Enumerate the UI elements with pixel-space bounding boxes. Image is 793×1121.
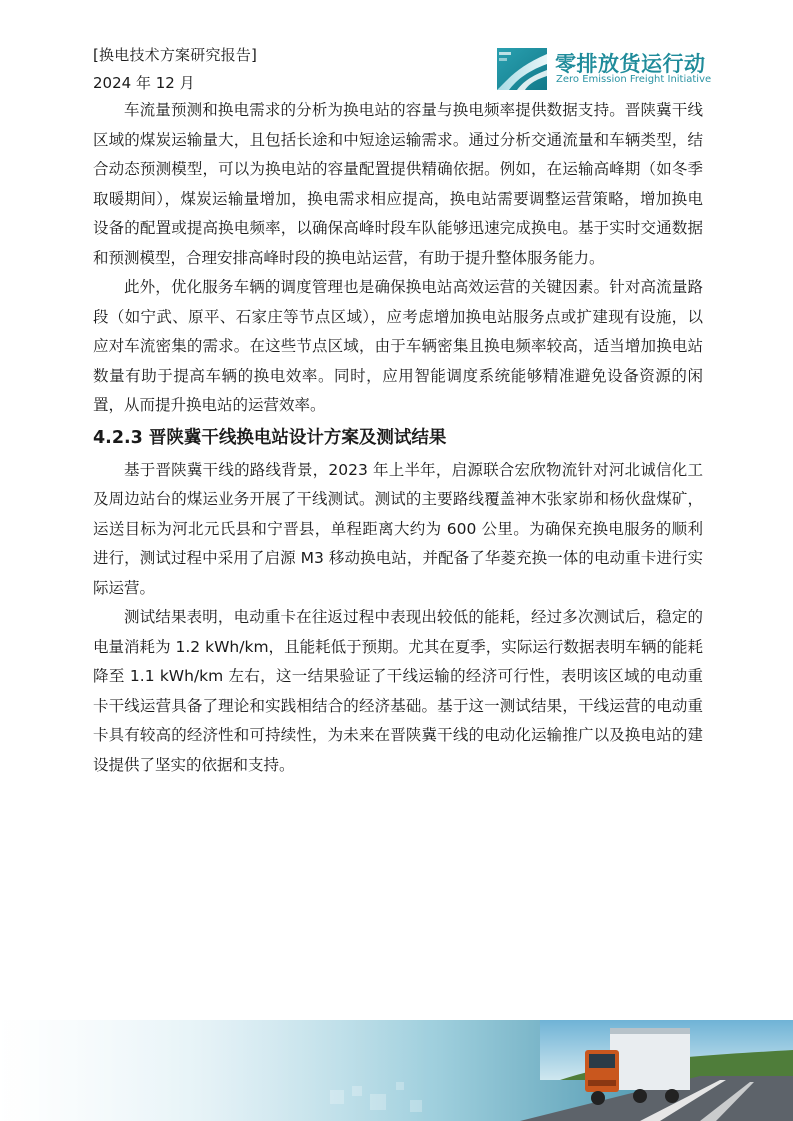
body-paragraph: 测试结果表明，电动重卡在往返过程中表现出较低的能耗，经过多次测试后，稳定的电量消耗为 1.2 kWh/km，且能耗低于预期。尤其在夏季，实际运行数据表明车辆的能耗降至 1.1 kWh/km 左右，这一结果验证了干线运输的经济可行性，表明该区域的电动重卡干线运营具备了理论和实践相结合的经济基础。基于这一测试结果，干线运营的电动重卡具有较高的经济性和可持续性，为未来在晋陕冀干线的电动化运输推广以及换电站的建设提供了坚实的依据和支持。	[93, 608, 703, 774]
body-paragraph: 此外，优化服务车辆的调度管理也是确保换电站高效运营的关键因素。针对高流量路段（如宁武、原平、石家庄等节点区域），应考虑增加换电站服务点或扩建现有设施，以应对车流密集的需求。在这些节点区域，由于车辆密集且换电频率较高，适当增加换电站数量有助于提高车辆的换电效率。同时，应用智能调度系统能够精准避免设备资源的闲置，从而提升换电站的运营效率。	[93, 278, 703, 414]
zero-emission-road-swoosh-icon	[497, 48, 547, 90]
body-paragraph: 车流量预测和换电需求的分析为换电站的容量与换电频率提供数据支持。晋陕冀干线区域的煤炭运输量大，且包括长途和中短途运输需求。通过分析交通流量和车辆类型，结合动态预测模型，可以为换电站的容量配置提供精确依据。例如，在运输高峰期（如冬季取暖期间），煤炭运输量增加，换电需求相应提高，换电站需要调整运营策略，增加换电设备的配置或提高换电频率，以确保高峰时段车队能够迅速完成换电。基于实时交通数据和预测模型，合理安排高峰时段的换电站运营，有助于提升整体服务能力。	[93, 101, 703, 267]
body-paragraph: 基于晋陕冀干线的路线背景，2023 年上半年，启源联合宏欣物流针对河北诚信化工及周边站台的煤运业务开展了干线测试。测试的主要路线覆盖神木张家峁和杨伙盘煤矿，运送目标为河北元氏县和宁晋县，单程距离大约为 600 公里。为确保充换电服务的顺利进行，测试过程中采用了启源 M3 移动换电站，并配备了华菱充换一体的电动重卡进行实际运营。	[93, 460, 703, 597]
footer-truck-banner	[0, 1020, 793, 1121]
logo-text-cn: 零排放货运行动	[555, 52, 706, 76]
document-title: [换电技术方案研究报告]	[93, 46, 258, 64]
document-date: 2024 年 12 月	[93, 74, 195, 92]
report-body	[93, 96, 703, 780]
section-heading: 4.2.3 晋陕冀干线换电站设计方案及测试结果	[93, 427, 447, 448]
zero-emission-freight-logo	[497, 46, 712, 92]
logo-text-en: Zero Emission Freight Initiative	[556, 74, 712, 85]
